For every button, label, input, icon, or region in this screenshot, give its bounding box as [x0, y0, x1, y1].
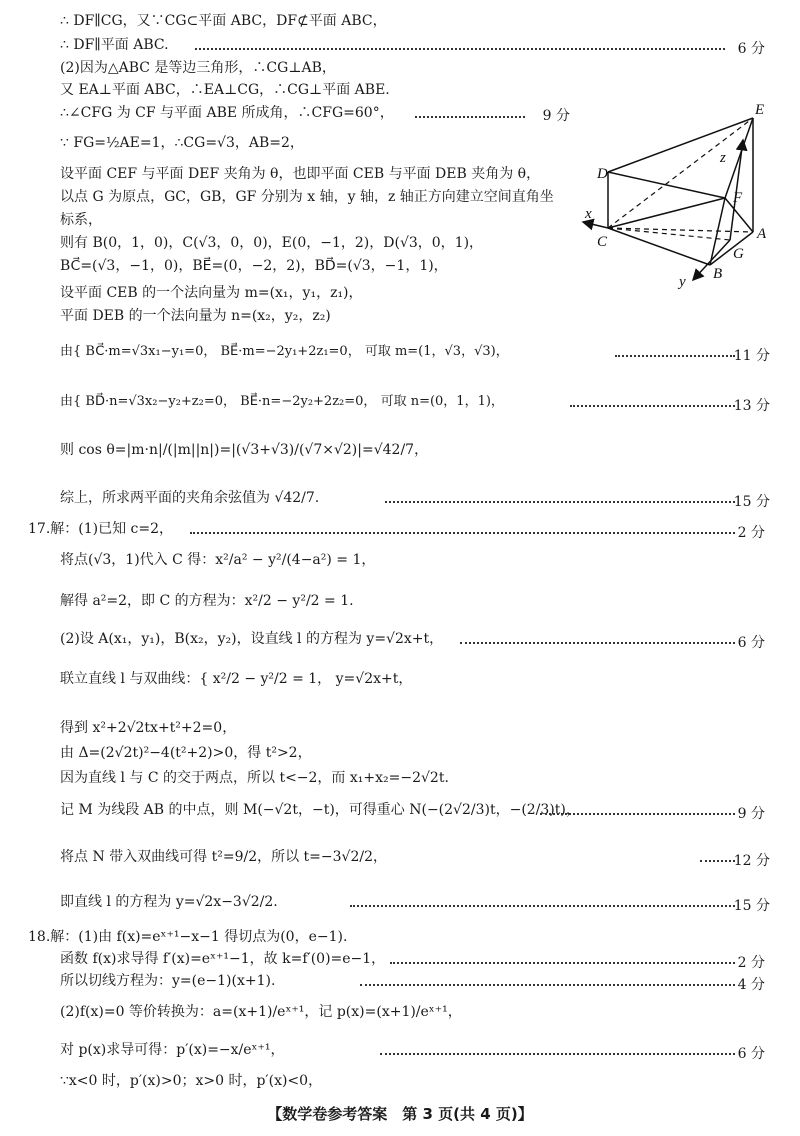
text-line: 得到 x²+2√2tx+t²+2=0， [60, 720, 237, 736]
text-line: 由{ BD⃗·n=√3x₂−y₂+z₂=0， BE⃗·n=−2y₂+2z₂=0， 可取 n=(0，1，1)， [60, 394, 504, 409]
text-line: 标系， [60, 212, 102, 228]
text-line: ∴ DF∥CG，又∵CG⊂平面 ABC，DF⊄平面 ABC， [60, 13, 387, 29]
axis-label-z: z [720, 150, 726, 166]
dot-leader [385, 501, 735, 503]
text-line: 18.解：(1)由 f(x)=eˣ⁺¹−x−1 得切点为(0，e−1). [28, 929, 348, 945]
text-line: 又 EA⊥平面 ABC，∴EA⊥CG，∴CG⊥平面 ABE. [60, 82, 390, 98]
dot-leader [380, 1053, 735, 1055]
text-line: ∵ FG=½AE=1，∴CG=√3，AB=2， [60, 135, 304, 151]
geometry-figure [575, 100, 775, 295]
text-line: 因为直线 l 与 C 的交于两点，所以 t<−2，而 x₁+x₂=−2√2t. [60, 770, 449, 786]
axis-label-y: y [679, 274, 686, 290]
score-label: 2 分 [737, 525, 765, 541]
score-label: 4 分 [737, 977, 765, 993]
text-line: 设平面 CEB 的一个法向量为 m=(x₁，y₁，z₁)， [60, 285, 363, 301]
dot-leader [190, 532, 735, 534]
score-label: 6 分 [737, 635, 765, 651]
vertex-label-f: F [733, 190, 743, 206]
text-line: (2)f(x)=0 等价转换为：a=(x+1)/eˣ⁺¹，记 p(x)=(x+1)/eˣ⁺¹， [60, 1004, 462, 1020]
score-label: 9 分 [542, 108, 570, 124]
text-line: 则有 B(0，1，0)，C(√3，0，0)，E(0，−1，2)，D(√3，0，1)， [60, 235, 484, 251]
text-line: ∵x<0 时，p′(x)>0；x>0 时，p′(x)<0， [60, 1073, 323, 1089]
y-axis-arrow [693, 240, 730, 280]
text-line: 17.解：(1)已知 c=2， [28, 521, 174, 537]
text-line: 以点 G 为原点，GC，GB，GF 分别为 x 轴，y 轴，z 轴正方向建立空间直角坐 [60, 189, 554, 205]
score-label: 2 分 [737, 955, 765, 971]
text-line: 记 M 为线段 AB 的中点，则 M(−√2t，−t)，可得重心 N(−(2√2/3)t，−(2/3)t)， [60, 802, 580, 818]
page-footer: 【数学卷参考答案 第 3 页(共 4 页)】 [267, 1105, 533, 1123]
text-line: 由 Δ=(2√2t)²−4(t²+2)>0，得 t²>2， [60, 745, 312, 761]
vertex-label-d: D [597, 166, 608, 182]
text-line: 将点(√3，1)代入 C 得：x²/a² − y²/(4−a²) = 1， [60, 552, 376, 568]
dot-leader [460, 642, 735, 644]
score-label: 6 分 [737, 1046, 765, 1062]
text-line: 所以切线方程为：y=(e−1)(x+1). [60, 973, 276, 989]
text-line: 将点 N 带入双曲线可得 t²=9/2，所以 t=−3√2/2， [60, 849, 387, 865]
text-line: ∴ DF∥平面 ABC. [60, 37, 169, 53]
vertex-label-c: C [597, 234, 608, 250]
score-label: 13 分 [733, 398, 770, 414]
score-label: 6 分 [737, 41, 765, 57]
score-label: 12 分 [733, 853, 770, 869]
score-label: 9 分 [737, 806, 765, 822]
text-line: 则 cos θ=|m·n|/(|m||n|)=|(√3+√3)/(√7×√2)|=√42/7， [60, 442, 429, 458]
dot-leader [390, 962, 735, 964]
text-line: 即直线 l 的方程为 y=√2x−3√2/2. [60, 894, 278, 910]
score-label: 15 分 [733, 494, 770, 510]
text-line: 对 p(x)求导可得：p′(x)=−x/eˣ⁺¹， [60, 1042, 285, 1058]
text-line: 联立直线 l 与双曲线：{ x²/2 − y²/2 = 1， y=√2x+t， [60, 671, 413, 687]
vertex-label-a: A [757, 226, 767, 242]
text-line: (2)设 A(x₁，y₁)，B(x₂，y₂)，设直线 l 的方程为 y=√2x+t， [60, 631, 444, 647]
text-line: 函数 f(x)求导得 f′(x)=eˣ⁺¹−1，故 k=f′(0)=e−1， [60, 951, 386, 967]
text-line: BC⃗=(√3，−1，0)，BE⃗=(0，−2，2)，BD⃗=(√3，−1，1)， [60, 258, 448, 274]
axis-label-x: x [585, 206, 592, 222]
score-label: 15 分 [733, 898, 770, 914]
dot-leader [195, 48, 725, 50]
vertex-label-b: B [713, 266, 723, 282]
dot-leader [350, 905, 735, 907]
x-axis-arrow [583, 222, 608, 228]
text-line: 综上，所求两平面的夹角余弦值为 √42/7. [60, 490, 320, 506]
text-line: 平面 DEB 的一个法向量为 n=(x₂，y₂，z₂) [60, 308, 331, 324]
text-line: 设平面 CEF 与平面 DEF 夹角为 θ，也即平面 CEB 与平面 DEB 夹角为 θ， [60, 166, 541, 182]
text-line: 解得 a²=2，即 C 的方程为：x²/2 − y²/2 = 1. [60, 593, 354, 609]
vertex-label-g: G [733, 246, 744, 262]
dot-leader [360, 984, 735, 986]
text-line: 由{ BC⃗·m=√3x₁−y₁=0， BE⃗·m=−2y₁+2z₁=0， 可取 m=(1，√3，√3)， [60, 344, 509, 359]
text-line: ∴∠CFG 为 CF 与平面 ABE 所成角，∴CFG=60°， [60, 105, 394, 121]
prism-solid-edges [608, 118, 753, 265]
text-line: (2)因为△ABC 是等边三角形，∴CG⊥AB， [60, 60, 336, 76]
dot-leader [415, 116, 525, 118]
vertex-label-e: E [755, 102, 765, 118]
score-label: 11 分 [733, 348, 770, 364]
